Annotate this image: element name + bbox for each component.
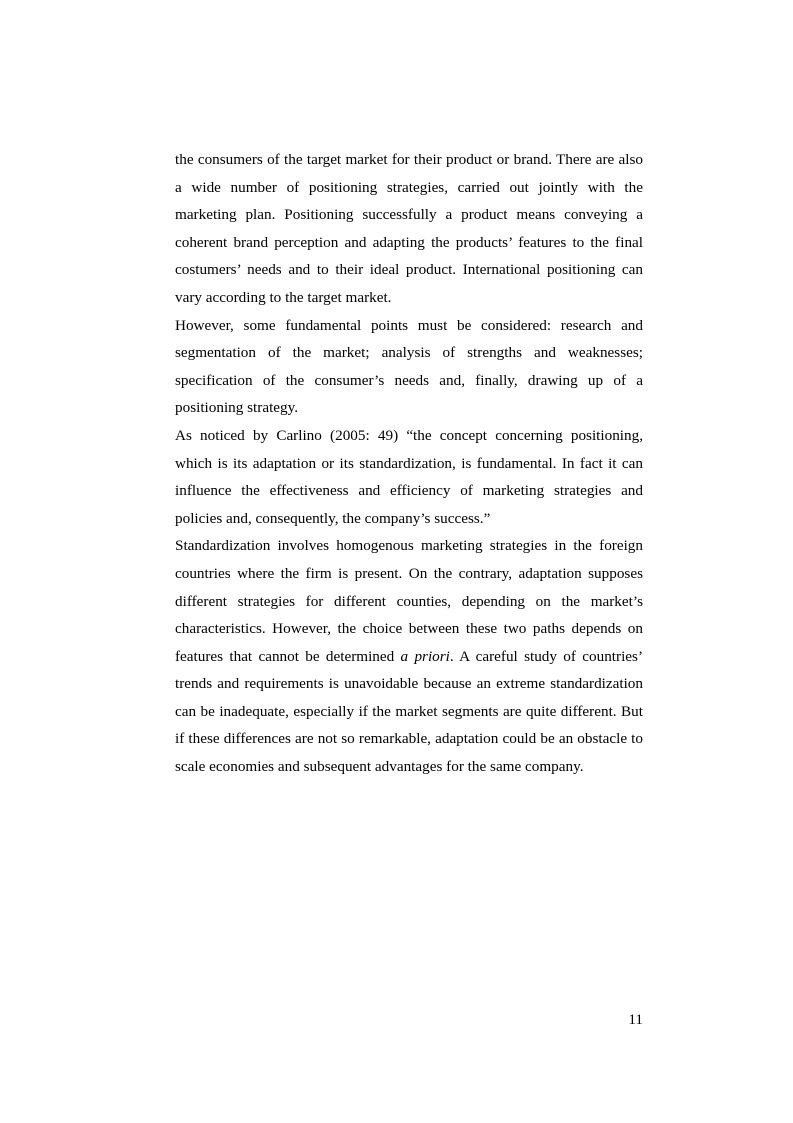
paragraph-3-text: As noticed by Carlino (2005: 49) “the concept concerning positioning, which is its adaptation or its standardization, is fundamental. In fact it can influence the effectiveness and efficiency of marketing strategies and policies and, consequently, the company’s success.” xyxy=(175,426,643,527)
paragraph-4-text-part-2: . A careful study of countries’ trends and requirements is unavoidable because an extreme standardization can be inadequate, especially if the market segments are quite different. But if these differences are not so remarkable, adaptation could be an obstacle to scale economies and subsequent advantages for the same company. xyxy=(175,647,644,776)
paragraph-4-text-part-1: Standardization involves homogenous marketing strategies in the foreign countries where the firm is present. On the contrary, adaptation supposes different strategies for different counties, depending on the market’s characteristics. However, the choice between these two paths depends on features that cannot be determined xyxy=(175,537,643,665)
paragraph-2 xyxy=(175,312,643,422)
page-number: 11 xyxy=(628,1011,643,1028)
body-text xyxy=(175,146,643,781)
paragraph-3 xyxy=(175,422,643,532)
italic-term: a priori xyxy=(400,647,450,665)
paragraph-4 xyxy=(175,532,643,780)
paragraph-1-text: the consumers of the target market for their product or brand. There are also a wide number of positioning strategies, carried out jointly with the marketing plan. Positioning successfully a product means conveying a coherent brand perception and adapting the products’ features to the final costumers’ needs and to their ideal product. International positioning can vary according to the target market. xyxy=(175,151,643,306)
paragraph-1 xyxy=(175,146,643,312)
paragraph-2-text: However, some fundamental points must be considered: research and segmentation of the market; analysis of strengths and weaknesses; specification of the consumer’s needs and, finally, drawing up of a positioning strategy. xyxy=(175,316,643,417)
